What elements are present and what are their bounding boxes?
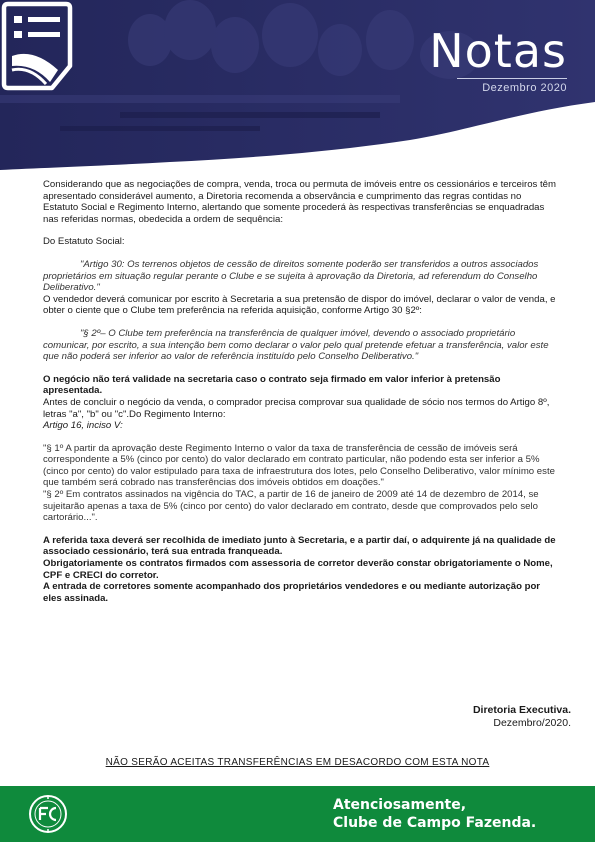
broker-entry-paragraph: A entrada de corretores somente acompanhado dos proprietários vendedores e ou mediante autorização por eles assinada.: [43, 581, 541, 604]
statute-heading: Do Estatuto Social:: [43, 236, 125, 248]
closing-line-1: Atenciosamente,: [333, 797, 467, 813]
paragraph-2-quote: "§ 2º– O Clube tem preferência na transferência de qualquer imóvel, devendo o associado proprietário comunicar, por escrito, a sua intenção bem como declarar o valor pelo qual pretende efetuar a transferência, valor este que não poderá ser inferior ao valor de referência instituído pelo Conselho Deliberativo.": [43, 327, 549, 363]
signature-date: Dezembro/2020.: [493, 716, 571, 729]
validity-paragraph: O negócio não terá validade na secretaria caso o contrato seja firmado em valor inferior à pretensão apresentada.: [43, 373, 501, 397]
club-seal-icon: [28, 794, 68, 834]
fee-paragraph-2: "§ 2º Em contratos assinados na vigência do TAC, a partir de 16 de janeiro de 2009 até 14 de dezembro de 2014, se sujeitarão apenas a taxa de 5% (cinco por cento) do valor declarado em contrato, desde que comprovados pelo selo cartorário...".: [43, 489, 539, 524]
fee-paragraph-1: "§ 1º A partir da aprovação deste Regimento Interno o valor da taxa de transferência de cessão de imóveis será correspondente a 5% (cinco por cento) do valor declarado em contrato particular, não podendo esta ser inferior a 5% (cinco por cento) do valor estipulado para taxa de infraestrutura dos lotes, pelo Conselho Deliberativo, valor mínimo este que também será cobrado nas transferências dos imóveis obtidos em doações.": [43, 442, 555, 489]
payment-paragraph: A referida taxa deverá ser recolhida de imediato junto à Secretaria, e a partir daí, o adquirente já na qualidade de associado cessionário, terá sua entrada franqueada.: [43, 534, 556, 558]
warning-notice: [0, 757, 595, 768]
page-subtitle: Dezembro 2020: [482, 82, 567, 94]
notes-document-icon: [0, 0, 74, 92]
signature-role: Diretoria Executiva.: [472, 704, 571, 716]
footer-bar: [0, 786, 595, 842]
closing-text: [333, 796, 536, 832]
signature-block: [473, 704, 571, 729]
title-divider: [457, 78, 567, 79]
article-16-label: Artigo 16, inciso V:: [43, 420, 123, 432]
header-banner: [0, 0, 595, 180]
article-30-quote: "Artigo 30: Os terrenos objetos de cessão de direitos somente poderão ser transferidos a outros associados proprietários em situação regular perante o Clube e se sujeita à aprovação da Diretoria, ad referendum do Conselho Deliberativo.": [43, 258, 539, 294]
seller-rule-paragraph: O vendedor deverá comunicar por escrito à Secretaria a sua pretensão de dispor do imóvel, declarar o valor de venda, e obter o ciente que o Clube tem preferência na referida aquisição, conforme Artigo 30 §2º:: [43, 293, 556, 317]
page-title: Notas: [429, 24, 567, 78]
intro-paragraph: Considerando que as negociações de compra, venda, troca ou permuta de imóveis entre os cessionários e terceiros têm apresentado considerável aumento, a Diretoria recomenda a observância e cumprimento das regras contidas no Estatuto Social e Regimento Interno, alertando que somente procederá às respectivas transferências se enquadradas nas referidas normas, obedecida a ordem de sequência:: [43, 179, 557, 225]
broker-paragraph: Obrigatoriamente os contratos firmados com assessoria de corretor deverão constar obrigatoriamente o Nome, CPF e CRECI do corretor.: [43, 558, 553, 581]
closing-line-2: Clube de Campo Fazenda.: [333, 815, 537, 831]
notice-body: [43, 179, 559, 604]
warning-notice-text: NÃO SERÃO ACEITAS TRANSFERÊNCIAS EM DESACORDO COM ESTA NOTA: [105, 757, 490, 768]
buyer-rule-paragraph: Antes de concluir o negócio da venda, o comprador precisa comprovar sua qualidade de sócio nos termos do Artigo 8º, letras "a", "b" ou "c".Do Regimento Interno:: [43, 396, 550, 420]
